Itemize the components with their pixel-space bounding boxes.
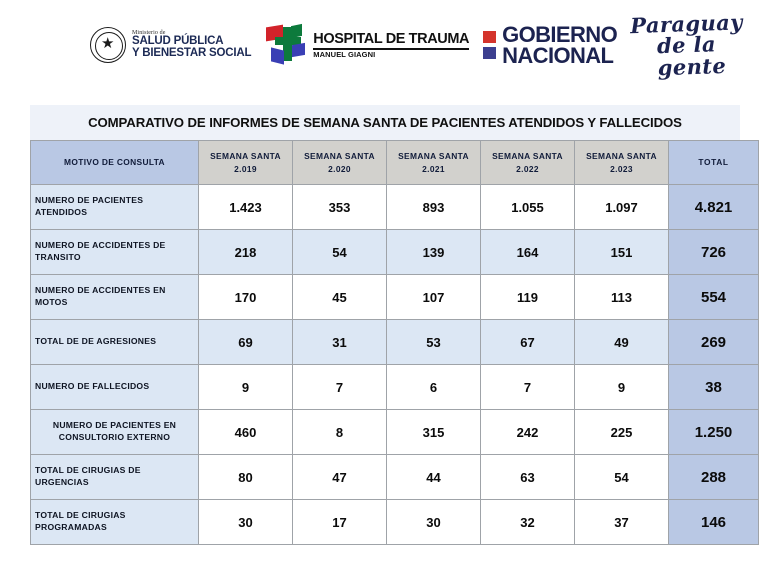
ministry-logo <box>90 27 251 63</box>
cell-2019: 9 <box>199 365 293 410</box>
slogan-logo <box>630 11 757 80</box>
row-label: NUMERO DE ACCIDENTES EN MOTOS <box>31 275 199 320</box>
cell-2023: 151 <box>575 230 669 275</box>
hospital-name: HOSPITAL DE TRAUMA <box>313 31 470 47</box>
paraguay-seal-icon <box>90 27 126 63</box>
cell-total: 1.250 <box>669 410 759 455</box>
table-row <box>31 365 759 410</box>
table-row <box>31 455 759 500</box>
cell-2020: 45 <box>293 275 387 320</box>
cell-2019: 69 <box>199 320 293 365</box>
cell-2020: 8 <box>293 410 387 455</box>
cell-2022: 32 <box>481 500 575 545</box>
cell-2023: 1.097 <box>575 185 669 230</box>
table-row <box>31 500 759 545</box>
cell-total: 146 <box>669 500 759 545</box>
table-header-row <box>31 141 759 185</box>
column-header-motivo-label: MOTIVO DE CONSULTA <box>64 157 165 168</box>
cell-2022: 67 <box>481 320 575 365</box>
cell-2023: 37 <box>575 500 669 545</box>
cell-2019: 80 <box>199 455 293 500</box>
government-logo <box>483 21 618 68</box>
row-label: TOTAL DE DE AGRESIONES <box>31 320 199 365</box>
column-header-2022 <box>481 141 575 185</box>
column-header-2023 <box>575 141 669 185</box>
cell-2021: 315 <box>387 410 481 455</box>
cell-2020: 353 <box>293 185 387 230</box>
row-label: NUMERO DE PACIENTES ATENDIDOS <box>31 185 199 230</box>
cell-2022: 119 <box>481 275 575 320</box>
cell-2019: 30 <box>199 500 293 545</box>
column-header-2019-label: SEMANA SANTA <box>210 151 281 162</box>
ministry-line1: Ministerio de <box>132 30 166 37</box>
column-header-2022-label: SEMANA SANTA <box>492 151 563 162</box>
cell-2019: 218 <box>199 230 293 275</box>
cell-2023: 54 <box>575 455 669 500</box>
header-logo-bar <box>0 0 770 90</box>
hospital-logo <box>265 22 469 68</box>
cell-total: 38 <box>669 365 759 410</box>
column-header-2023-label: SEMANA SANTA <box>586 151 657 162</box>
cell-2020: 54 <box>293 230 387 275</box>
cell-2021: 139 <box>387 230 481 275</box>
cell-2019: 1.423 <box>199 185 293 230</box>
table-row <box>31 230 759 275</box>
cell-2021: 44 <box>387 455 481 500</box>
cell-total: 288 <box>669 455 759 500</box>
column-header-2021-label: SEMANA SANTA <box>398 151 469 162</box>
column-header-2021 <box>387 141 481 185</box>
ministry-line3: Y BIENESTAR SOCIAL <box>132 47 252 60</box>
cell-2023: 9 <box>575 365 669 410</box>
blue-square-icon <box>483 47 496 59</box>
cell-2021: 107 <box>387 275 481 320</box>
column-header-motivo <box>31 141 199 185</box>
ministry-line2: SALUD PÚBLICA <box>132 35 224 48</box>
ministry-text <box>132 30 251 60</box>
column-header-2020-label: SEMANA SANTA <box>304 151 375 162</box>
cell-2021: 893 <box>387 185 481 230</box>
row-label: NUMERO DE PACIENTES EN CONSULTORIO EXTERNO <box>31 410 199 455</box>
cell-2022: 7 <box>481 365 575 410</box>
table-row <box>31 410 759 455</box>
hospital-cross-flag-icon <box>265 22 311 68</box>
cell-2020: 31 <box>293 320 387 365</box>
cell-2023: 49 <box>575 320 669 365</box>
column-header-total <box>669 141 759 185</box>
cell-2020: 17 <box>293 500 387 545</box>
table-title-band <box>30 105 740 140</box>
cell-2023: 225 <box>575 410 669 455</box>
table-body <box>31 185 759 545</box>
cell-2019: 460 <box>199 410 293 455</box>
row-label: TOTAL DE CIRUGIAS DE URGENCIAS <box>31 455 199 500</box>
government-squares-icon <box>483 31 496 59</box>
column-header-2019 <box>199 141 293 185</box>
column-header-2023-year: 2.023 <box>610 163 633 174</box>
table-row <box>31 320 759 365</box>
hospital-text <box>313 32 469 58</box>
cell-2022: 242 <box>481 410 575 455</box>
slogan-line1: Paraguay <box>629 9 744 39</box>
column-header-total-label: TOTAL <box>698 157 729 168</box>
red-square-icon <box>483 31 496 43</box>
cell-2022: 63 <box>481 455 575 500</box>
table-row <box>31 275 759 320</box>
table-row <box>31 185 759 230</box>
column-header-2019-year: 2.019 <box>234 163 257 174</box>
column-header-2022-year: 2.022 <box>516 163 539 174</box>
hospital-subname: MANUEL GIAGNI <box>313 49 376 59</box>
government-line2: NACIONAL <box>502 43 614 68</box>
slogan-line2: de la gente <box>656 31 727 80</box>
comparative-table <box>30 140 759 545</box>
cell-2023: 113 <box>575 275 669 320</box>
cell-2021: 6 <box>387 365 481 410</box>
cell-2022: 1.055 <box>481 185 575 230</box>
cell-total: 269 <box>669 320 759 365</box>
cell-2019: 170 <box>199 275 293 320</box>
table-header <box>31 141 759 185</box>
government-text <box>502 21 618 68</box>
column-header-2021-year: 2.021 <box>422 163 445 174</box>
comparative-table-container <box>30 105 740 545</box>
cell-total: 554 <box>669 275 759 320</box>
cell-2020: 47 <box>293 455 387 500</box>
cell-total: 726 <box>669 230 759 275</box>
row-label: NUMERO DE FALLECIDOS <box>31 365 199 410</box>
column-header-2020-year: 2.020 <box>328 163 351 174</box>
cell-2020: 7 <box>293 365 387 410</box>
row-label: NUMERO DE ACCIDENTES DE TRANSITO <box>31 230 199 275</box>
page-title: COMPARATIVO DE INFORMES DE SEMANA SANTA DE PACIENTES ATENDIDOS Y FALLECIDOS <box>88 115 682 130</box>
cell-2021: 30 <box>387 500 481 545</box>
cell-total: 4.821 <box>669 185 759 230</box>
cell-2021: 53 <box>387 320 481 365</box>
cell-2022: 164 <box>481 230 575 275</box>
government-line1: GOBIERNO <box>502 21 618 47</box>
row-label: TOTAL DE CIRUGIAS PROGRAMADAS <box>31 500 199 545</box>
column-header-2020 <box>293 141 387 185</box>
